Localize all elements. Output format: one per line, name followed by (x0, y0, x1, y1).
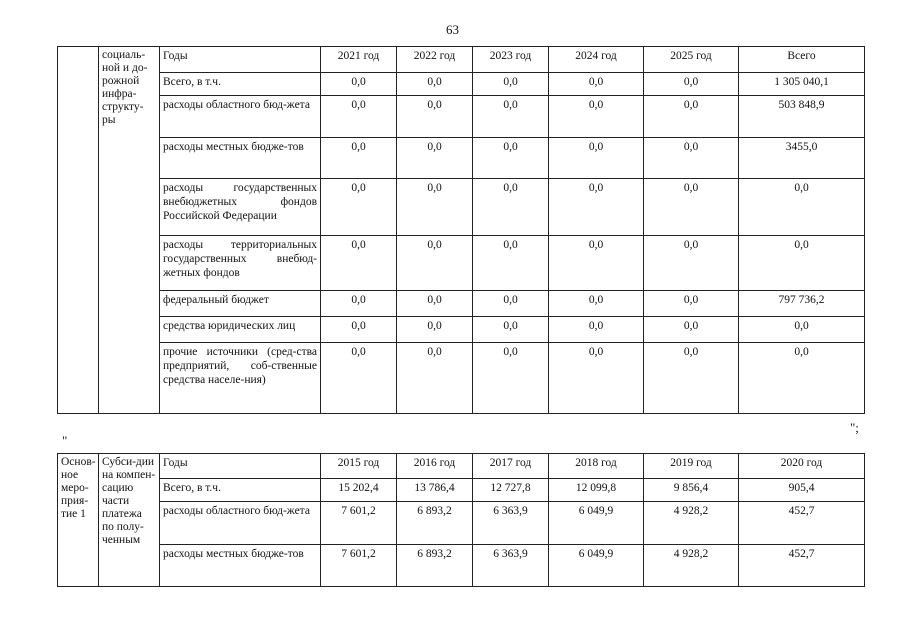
cell-value: 9 856,4 (644, 479, 739, 502)
cell-value: 0,0 (644, 236, 739, 291)
cell-total: 0,0 (739, 317, 865, 343)
cell-value: 0,0 (397, 73, 473, 96)
header-total: Всего (739, 47, 865, 73)
cell-value: 7 601,2 (321, 545, 397, 587)
cell-value: 15 202,4 (321, 479, 397, 502)
cell-value: 12 099,8 (549, 479, 644, 502)
cell-value: 6 893,2 (397, 545, 473, 587)
cell-value: 0,0 (321, 317, 397, 343)
header-year: 2022 год (397, 47, 473, 73)
header-years: Годы (160, 454, 321, 479)
cell-value: 0,0 (549, 291, 644, 317)
opening-quote: " (62, 433, 68, 448)
table-row (58, 138, 865, 179)
cell-value: 6 049,9 (549, 545, 644, 587)
cell-value: 4 928,2 (644, 502, 739, 545)
cell-value: 0,0 (321, 179, 397, 236)
closing-quote: "; (850, 420, 859, 435)
cell-value: 0,0 (473, 138, 549, 179)
row-label: расходы территориальных государственных внебюд-жетных фондов (160, 236, 321, 291)
cell-value: 4 928,2 (644, 545, 739, 587)
row-label: расходы местных бюдже-тов (160, 545, 321, 587)
cell-value: 0,0 (473, 317, 549, 343)
cell-value: 0,0 (321, 73, 397, 96)
table-row (58, 73, 865, 96)
cell-value: 0,0 (397, 96, 473, 138)
cell-total: 0,0 (739, 343, 865, 414)
cell-value: 13 786,4 (397, 479, 473, 502)
page-number: 63 (446, 22, 459, 37)
cell-value: 0,0 (549, 96, 644, 138)
row-label: федеральный бюджет (160, 291, 321, 317)
cell-value: 0,0 (644, 73, 739, 96)
table-row (58, 179, 865, 236)
cell-total: 3455,0 (739, 138, 865, 179)
cell-value: 6 363,9 (473, 502, 549, 545)
cell-value: 0,0 (397, 236, 473, 291)
cell-value: 0,0 (549, 343, 644, 414)
cell-value: 6 893,2 (397, 502, 473, 545)
header-year: 2016 год (397, 454, 473, 479)
table-row (58, 317, 865, 343)
table-row (58, 479, 865, 502)
header-year: 2015 год (321, 454, 397, 479)
table-row (58, 291, 865, 317)
row-label: средства юридических лиц (160, 317, 321, 343)
program-name-cell: Субси-дии на компен-сацию части платежа по полу-ченным (99, 454, 160, 587)
row-label: расходы государственных внебюджетных фондов Российской Федерации (160, 179, 321, 236)
row-label: Всего, в т.ч. (160, 479, 321, 502)
cell-value: 0,0 (644, 179, 739, 236)
table-header-row (58, 454, 865, 479)
cell-value: 0,0 (644, 138, 739, 179)
row-label: расходы местных бюдже-тов (160, 138, 321, 179)
cell-value: 6 363,9 (473, 545, 549, 587)
cell-value: 0,0 (473, 179, 549, 236)
header-years: Годы (160, 47, 321, 73)
table-header-row (58, 47, 865, 73)
cell-value: 0,0 (473, 73, 549, 96)
cell-value: 0,0 (644, 317, 739, 343)
row-label: расходы областного бюд-жета (160, 502, 321, 545)
funding-table-2021-2025 (57, 46, 865, 414)
program-name-cell: социаль-ной и до-рожной инфра-структу-ры (99, 47, 160, 414)
cell-value: 0,0 (321, 138, 397, 179)
header-year: 2019 год (644, 454, 739, 479)
row-label: расходы областного бюд-жета (160, 96, 321, 138)
cell-value: 0,0 (321, 291, 397, 317)
header-year: 2018 год (549, 454, 644, 479)
cell-total: 0,0 (739, 236, 865, 291)
cell-value: 0,0 (397, 291, 473, 317)
table-row (58, 236, 865, 291)
cell-value: 0,0 (321, 96, 397, 138)
row-label: прочие источники (сред-ства предприятий, соб-ственные средства населе-ния) (160, 343, 321, 414)
cell-value: 0,0 (473, 343, 549, 414)
cell-value: 0,0 (644, 343, 739, 414)
cell-value: 0,0 (473, 96, 549, 138)
funding-table-2015-2020 (57, 453, 865, 587)
cell-value: 0,0 (644, 291, 739, 317)
cell-value: 452,7 (739, 502, 865, 545)
cell-value: 6 049,9 (549, 502, 644, 545)
cell-value: 0,0 (473, 236, 549, 291)
cell-value: 0,0 (397, 317, 473, 343)
cell-value: 0,0 (549, 179, 644, 236)
measure-cell (58, 47, 99, 414)
cell-value: 0,0 (397, 138, 473, 179)
cell-value: 12 727,8 (473, 479, 549, 502)
header-year: 2023 год (473, 47, 549, 73)
cell-total: 503 848,9 (739, 96, 865, 138)
cell-value: 452,7 (739, 545, 865, 587)
header-year: 2017 год (473, 454, 549, 479)
table-row (58, 343, 865, 414)
header-year: 2021 год (321, 47, 397, 73)
measure-cell: Основ-ное меро-прия-тие 1 (58, 454, 99, 587)
cell-value: 0,0 (397, 179, 473, 236)
cell-value: 0,0 (549, 138, 644, 179)
cell-value: 0,0 (473, 291, 549, 317)
cell-total: 797 736,2 (739, 291, 865, 317)
cell-value: 7 601,2 (321, 502, 397, 545)
cell-total: 0,0 (739, 179, 865, 236)
table-row (58, 96, 865, 138)
header-year: 2025 год (644, 47, 739, 73)
cell-total: 1 305 040,1 (739, 73, 865, 96)
cell-value: 905,4 (739, 479, 865, 502)
cell-value: 0,0 (644, 96, 739, 138)
header-year: 2020 год (739, 454, 865, 479)
table-row (58, 502, 865, 545)
row-label: Всего, в т.ч. (160, 73, 321, 96)
table-row (58, 545, 865, 587)
cell-value: 0,0 (549, 317, 644, 343)
cell-value: 0,0 (549, 236, 644, 291)
cell-value: 0,0 (321, 236, 397, 291)
cell-value: 0,0 (397, 343, 473, 414)
cell-value: 0,0 (549, 73, 644, 96)
cell-value: 0,0 (321, 343, 397, 414)
header-year: 2024 год (549, 47, 644, 73)
